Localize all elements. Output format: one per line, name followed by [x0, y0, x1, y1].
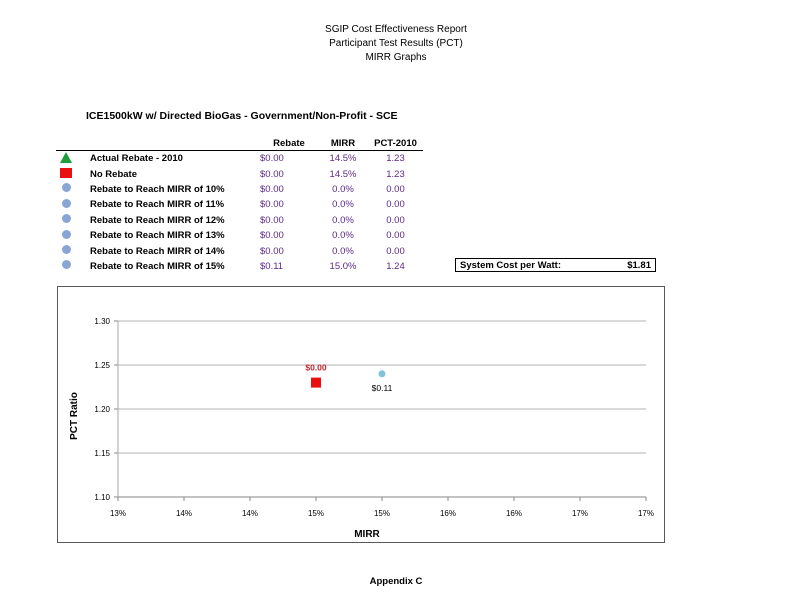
- pct-value: 0.00: [386, 214, 405, 226]
- circle-marker: [379, 370, 386, 377]
- y-tick-label: 1.10: [94, 493, 110, 502]
- row-label: Rebate to Reach MIRR of 12%: [90, 214, 225, 226]
- y-tick-label: 1.15: [94, 449, 110, 458]
- rebate-value: $0.00: [260, 230, 284, 242]
- y-axis-title: PCT Ratio: [69, 392, 80, 440]
- x-tick-label: 16%: [439, 509, 457, 518]
- col-rebate: Rebate: [260, 136, 318, 151]
- scenario-title: ICE1500kW w/ Directed BioGas - Government/Non-Profit - SCE: [86, 110, 398, 122]
- mirr-value: 14.5%: [329, 168, 357, 180]
- y-tick-label: 1.30: [94, 317, 110, 326]
- system-cost-value: $1.81: [627, 259, 651, 271]
- x-axis-title: MIRR: [354, 529, 380, 540]
- pct-value: 0.00: [386, 183, 405, 195]
- square-marker: [311, 378, 321, 388]
- system-cost-label: System Cost per Watt:: [460, 259, 561, 271]
- point-label: $0.11: [371, 382, 393, 393]
- pct-value: 1.23: [386, 168, 405, 180]
- row-label: Rebate to Reach MIRR of 15%: [90, 260, 225, 272]
- row-label: Rebate to Reach MIRR of 13%: [90, 230, 225, 242]
- y-tick-label: 1.25: [94, 361, 110, 370]
- pct-value: 0.00: [386, 199, 405, 211]
- rebate-value: $0.11: [260, 260, 284, 272]
- mirr-value: 14.5%: [329, 153, 357, 165]
- mirr-value: 15.0%: [329, 260, 357, 272]
- rebate-value: $0.00: [260, 245, 284, 257]
- point-label: $0.00: [305, 362, 327, 373]
- col-pct: PCT-2010: [368, 136, 423, 151]
- x-tick-label: 14%: [241, 509, 259, 518]
- x-tick-label: 14%: [175, 509, 193, 518]
- mirr-value: 0.0%: [332, 230, 354, 242]
- mirr-value: 0.0%: [332, 214, 354, 226]
- chart-axes: [94, 317, 654, 518]
- rebate-value: $0.00: [260, 214, 284, 226]
- x-tick-label: 13%: [109, 509, 127, 518]
- row-label: Rebate to Reach MIRR of 10%: [90, 183, 225, 195]
- report-subtitle: Participant Test Results (PCT): [329, 38, 463, 49]
- row-label: Rebate to Reach MIRR of 11%: [90, 199, 225, 211]
- x-tick-label: 16%: [505, 509, 523, 518]
- report-section: MIRR Graphs: [365, 52, 427, 63]
- pct-value: 1.24: [386, 260, 405, 272]
- mirr-value: 0.0%: [332, 245, 354, 257]
- row-label: Rebate to Reach MIRR of 14%: [90, 245, 225, 257]
- x-tick-label: 17%: [637, 509, 655, 518]
- mirr-value: 0.0%: [332, 199, 354, 211]
- x-tick-label: 15%: [373, 509, 391, 518]
- pct-value: 0.00: [386, 245, 405, 257]
- row-label: Actual Rebate - 2010: [90, 153, 183, 165]
- pct-value: 1.23: [386, 153, 405, 165]
- row-label: No Rebate: [90, 168, 137, 180]
- y-tick-label: 1.20: [94, 405, 110, 414]
- pct-value: 0.00: [386, 230, 405, 242]
- report-title: SGIP Cost Effectiveness Report: [325, 24, 467, 35]
- x-tick-label: 15%: [307, 509, 325, 518]
- rebate-value: $0.00: [260, 183, 284, 195]
- rebate-value: $0.00: [260, 199, 284, 211]
- page-footer: Appendix C: [369, 576, 423, 587]
- x-tick-label: 17%: [571, 509, 589, 518]
- mirr-value: 0.0%: [332, 183, 354, 195]
- col-mirr: MIRR: [318, 136, 368, 151]
- rebate-value: $0.00: [260, 153, 284, 165]
- chart-points: [305, 363, 392, 393]
- rebate-value: $0.00: [260, 168, 284, 180]
